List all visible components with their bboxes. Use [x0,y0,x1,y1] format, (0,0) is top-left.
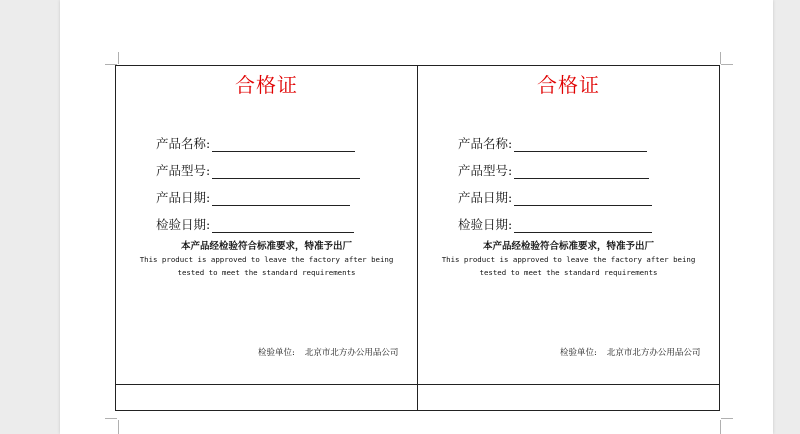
field-inspection-date [458,215,652,235]
crop-mark [118,52,119,64]
field-label: 产品型号: [156,163,211,178]
fill-line[interactable] [514,191,652,206]
crop-mark [721,418,733,419]
field-label: 产品日期: [458,190,513,205]
approval-text-cn: 本产品经检验符合标准要求，特准予出厂 [482,241,654,252]
bottom-cell-left[interactable] [116,385,417,411]
inspection-unit [258,346,398,358]
inspection-company: 北京市北方办公用品公司 [606,348,701,358]
fill-line[interactable] [514,137,647,152]
field-inspection-date [156,215,354,235]
field-product-model [156,161,360,181]
certificate-title: 合格证 [235,73,298,97]
approval-text-en-line1: This product is approved to leave the factory after being [139,255,394,264]
crop-mark [118,420,119,434]
inspection-label: 检验单位: [258,348,295,358]
field-label: 产品名称: [156,136,211,151]
crop-mark [720,420,721,434]
field-product-date [458,188,652,208]
inspection-label: 检验单位: [560,348,597,358]
fill-line[interactable] [212,137,355,152]
fill-line[interactable] [212,191,350,206]
certificate-table [115,65,720,411]
approval-text-en-line2: tested to meet the standard requirements [177,268,356,277]
field-label: 检验日期: [458,217,513,232]
field-label: 产品型号: [458,163,513,178]
approval-text-en-line1: This product is approved to leave the factory after being [441,255,696,264]
approval-text-cn: 本产品经检验符合标准要求，特准予出厂 [180,241,352,252]
field-label: 产品名称: [458,136,513,151]
approval-text-en-line2: tested to meet the standard requirements [479,268,658,277]
fill-line[interactable] [212,164,360,179]
field-product-name [458,134,647,154]
fill-line[interactable] [212,218,354,233]
certificate-title: 合格证 [537,73,600,97]
crop-mark [720,52,721,64]
crop-mark [105,418,117,419]
inspection-company: 北京市北方办公用品公司 [304,348,399,358]
certificate-right[interactable] [418,66,719,384]
field-product-model [458,161,649,181]
field-product-name [156,134,355,154]
fill-line[interactable] [514,218,652,233]
crop-mark [721,64,733,65]
field-product-date [156,188,350,208]
fill-line[interactable] [514,164,649,179]
field-label: 检验日期: [156,217,211,232]
inspection-unit [560,346,700,358]
bottom-cell-right[interactable] [418,385,719,411]
certificate-left[interactable] [116,66,417,384]
field-label: 产品日期: [156,190,211,205]
